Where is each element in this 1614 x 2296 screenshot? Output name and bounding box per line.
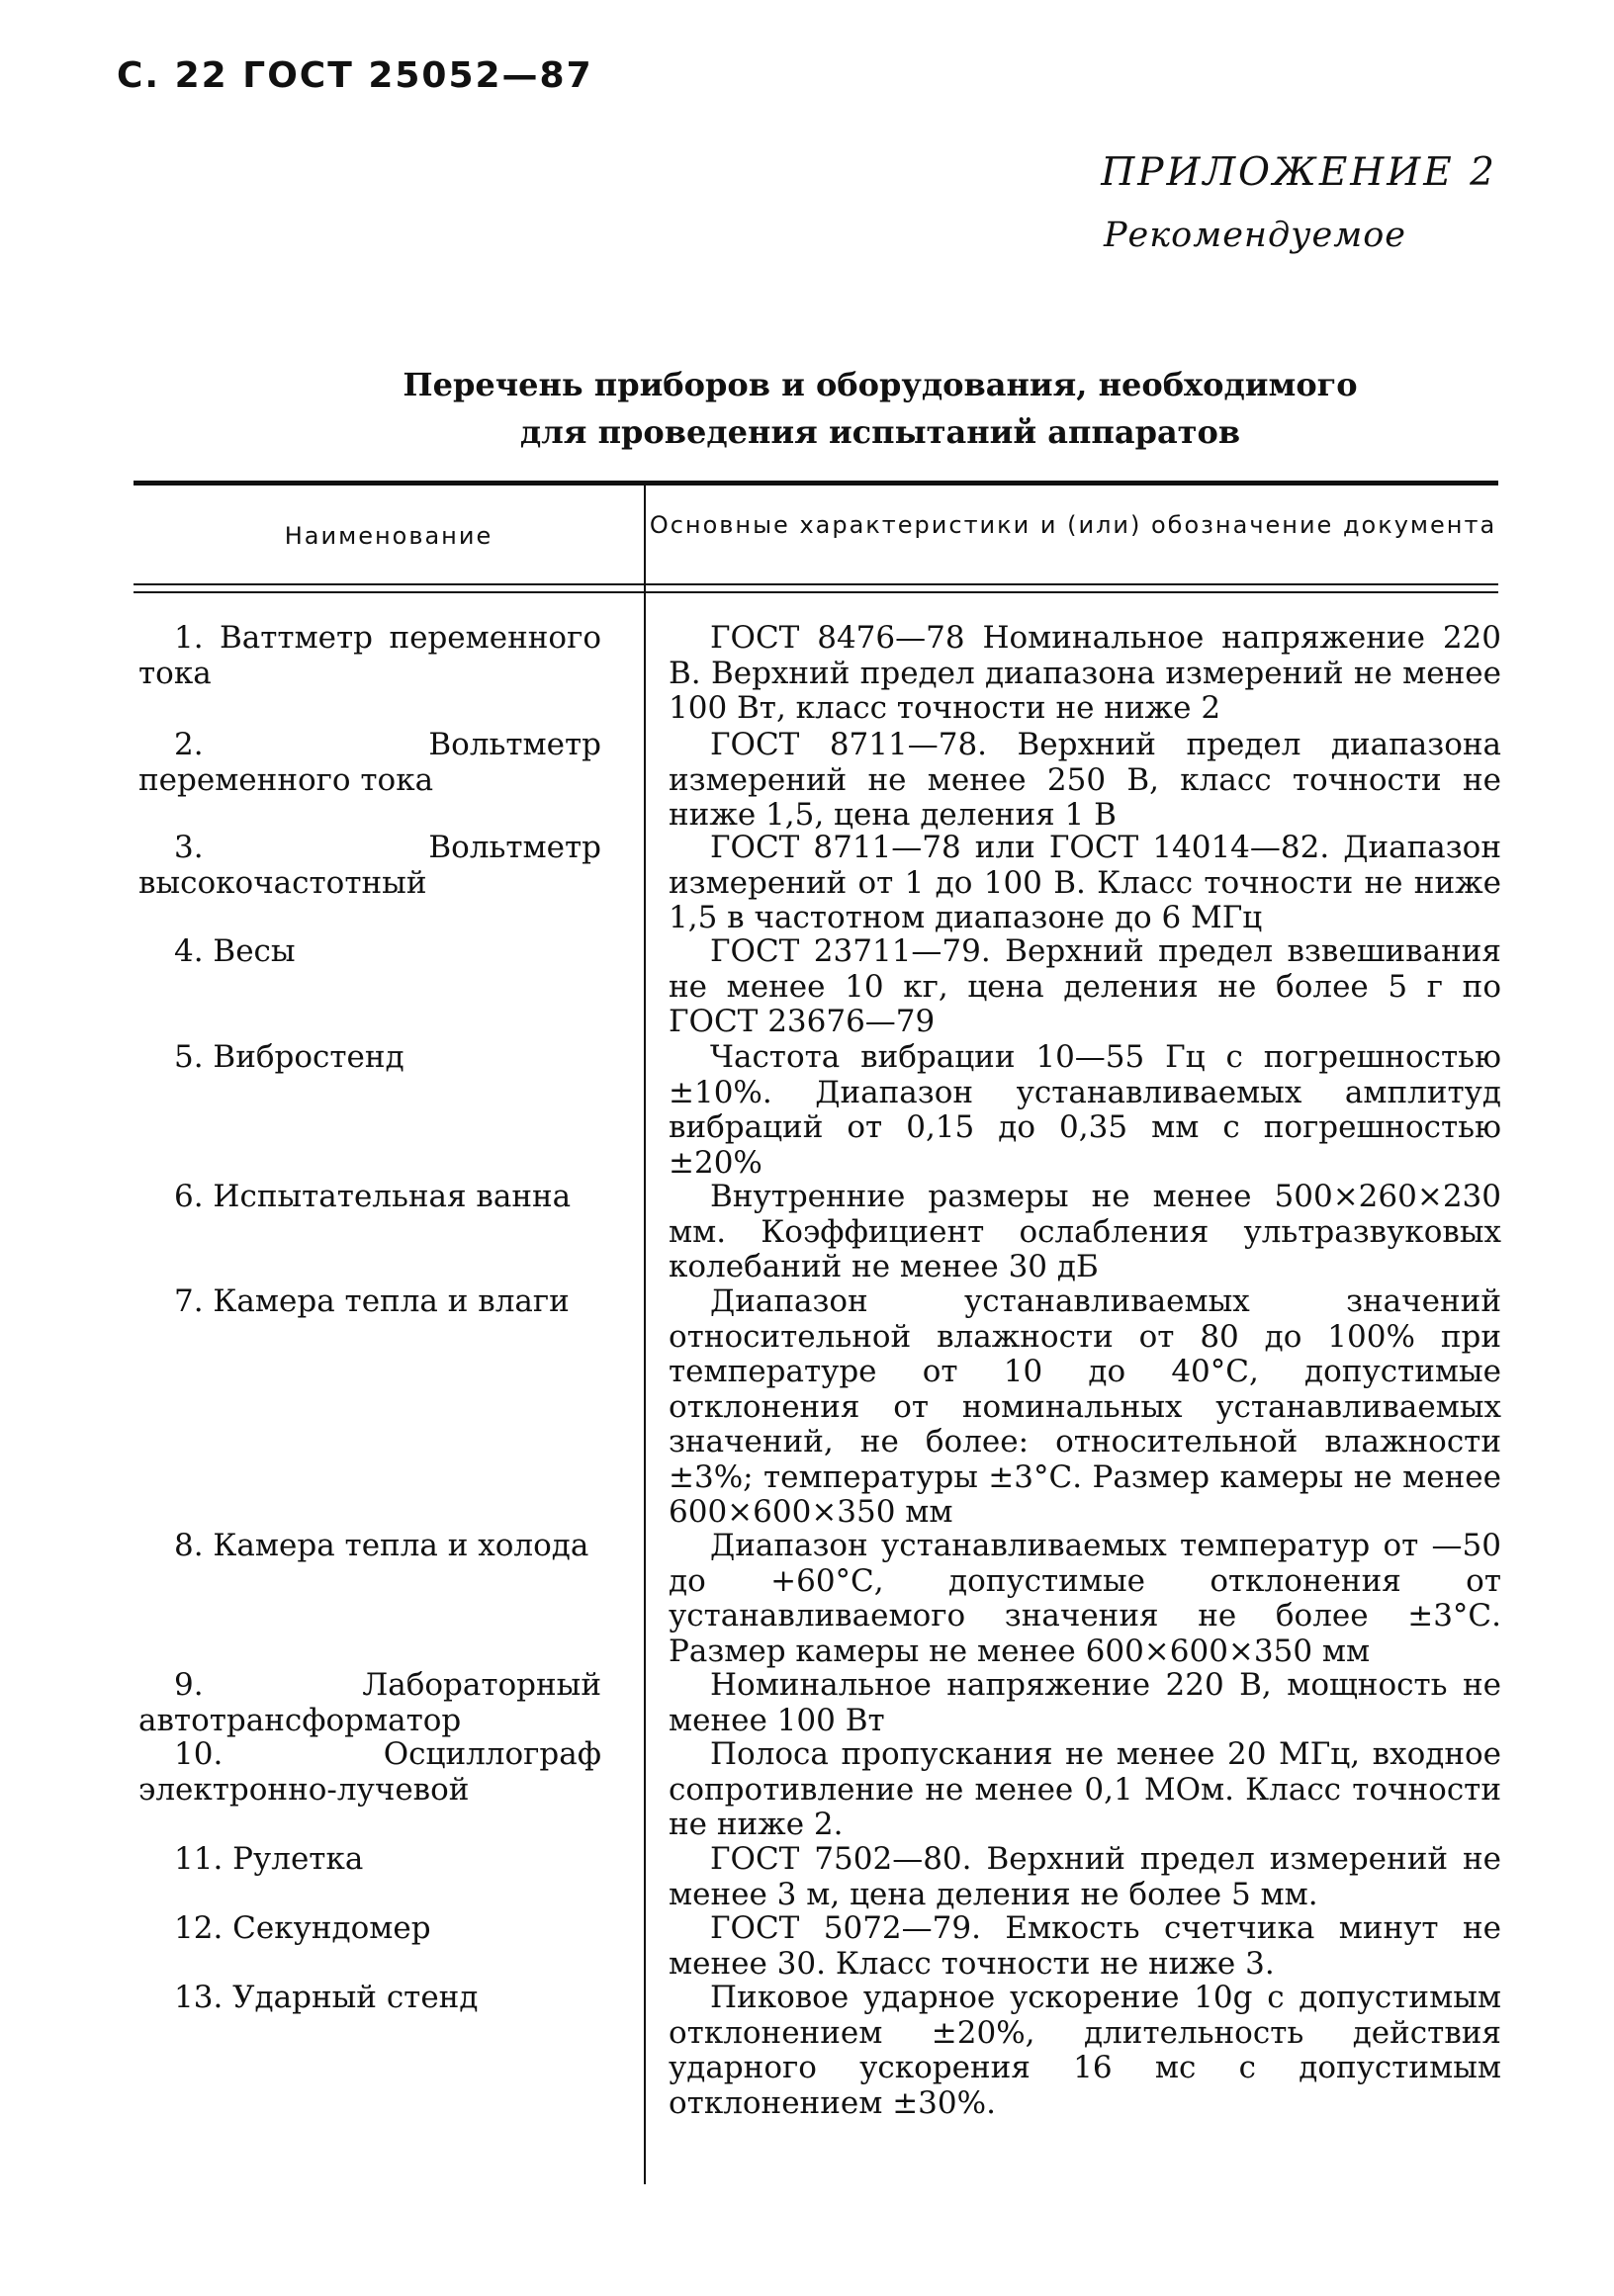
table-row-spec: Частота вибрации 10—55 Гц с погрешностью ±10%. Диапазон устанавливаемых амплитуд вибраций от 0,15 до 0,35 мм с погрешностью ±20% xyxy=(669,1039,1501,1181)
column-header-characteristics: Основные характеристики и (или) обозначение документа xyxy=(649,511,1497,539)
document-title xyxy=(297,361,1464,456)
table-row-name: 12. Секундомер xyxy=(174,1910,431,1946)
page-header: С. 22 ГОСТ 25052—87 xyxy=(117,55,593,96)
table-column-divider xyxy=(644,486,646,2184)
table-row-spec: Внутренние размеры не менее 500×260×230 мм. Коэффициент ослабления ультразвуковых колебаний не менее 30 дБ xyxy=(669,1179,1501,1284)
appendix-title: ПРИЛОЖЕНИЕ 2 xyxy=(1101,150,1497,195)
table-row-spec: ГОСТ 23711—79. Верхний предел взвешивания не менее 10 кг, цена деления не более 5 г по ГОСТ 23676—79 xyxy=(669,933,1501,1039)
table-row-spec: ГОСТ 8476—78 Номинальное напряжение 220 В. Верхний предел диапазона измерений не менее 100 Вт, класс точности не ниже 2 xyxy=(669,620,1501,726)
table-row-name: 7. Камера тепла и влаги xyxy=(174,1283,570,1319)
document-title-line-1: Перечень приборов и оборудования, необходимого xyxy=(403,366,1358,403)
document-title-line-2: для проведения испытаний аппаратов xyxy=(519,413,1241,451)
appendix-subtitle: Рекомендуемое xyxy=(1103,216,1406,255)
table-row-spec: ГОСТ 7502—80. Верхний предел измерений не менее 3 м, цена деления не более 5 мм. xyxy=(669,1841,1501,1912)
table-row-name: 5. Вибростенд xyxy=(174,1039,404,1075)
table-row-name: 2. Вольтметр переменного тока xyxy=(138,727,601,798)
table-row-spec: ГОСТ 8711—78 или ГОСТ 14014—82. Диапазон измерений от 1 до 100 В. Класс точности не ниже 1,5 в частотном диапазоне до 6 МГц xyxy=(669,830,1501,935)
table-row-name: 13. Ударный стенд xyxy=(174,1980,479,2015)
table-row-spec: Диапазон устанавливаемых температур от —50 до +60°С, допустимые отклонения от устанавливаемого значения не более ±3°С. Размер камеры не менее 600×600×350 мм xyxy=(669,1528,1501,1669)
table-row-name: 1. Ваттметр переменного тока xyxy=(138,620,601,691)
table-row-name: 10. Осциллограф электронно-лучевой xyxy=(138,1736,601,1808)
table-row-spec: Полоса пропускания не менее 20 МГц, входное сопротивление не менее 0,1 МОм. Класс точности не ниже 2. xyxy=(669,1736,1501,1842)
table-row-name: 4. Весы xyxy=(174,933,296,969)
table-row-name: 6. Испытательная ванна xyxy=(174,1179,572,1214)
table-row-spec: Пиковое ударное ускорение 10g с допустимым отклонением ±20%, длительность действия ударного ускорения 16 мс с допустимым отклонением ±30%. xyxy=(669,1980,1501,2121)
table-row-spec: Номинальное напряжение 220 В, мощность не менее 100 Вт xyxy=(669,1667,1501,1738)
table-row-name: 8. Камера тепла и холода xyxy=(174,1528,589,1563)
table-row-spec: ГОСТ 5072—79. Емкость счетчика минут не менее 30. Класс точности не ниже 3. xyxy=(669,1910,1501,1982)
table-row-spec: Диапазон устанавливаемых значений относительной влажности от 80 до 100% при температуре от 10 до 40°С, допустимые отклонения от номинальных устанавливаемых значений, не более: относительной влажности ±3%; температуры ±3°С. Размер камеры не менее 600×600×350 мм xyxy=(669,1283,1501,1530)
table-row-name: 9. Лабораторный автотрансформатор xyxy=(138,1667,601,1738)
table-header-rule-double xyxy=(134,591,1498,593)
table-row-name: 11. Рулетка xyxy=(174,1841,364,1877)
table-header-rule xyxy=(134,583,1498,585)
column-header-name: Наименование xyxy=(284,522,493,550)
table-top-rule xyxy=(134,481,1498,486)
table-row-name: 3. Вольтметр высокочастотный xyxy=(138,830,601,901)
table-row-spec: ГОСТ 8711—78. Верхний предел диапазона измерений не менее 250 В, класс точности не ниже 1,5, цена деления 1 В xyxy=(669,727,1501,833)
